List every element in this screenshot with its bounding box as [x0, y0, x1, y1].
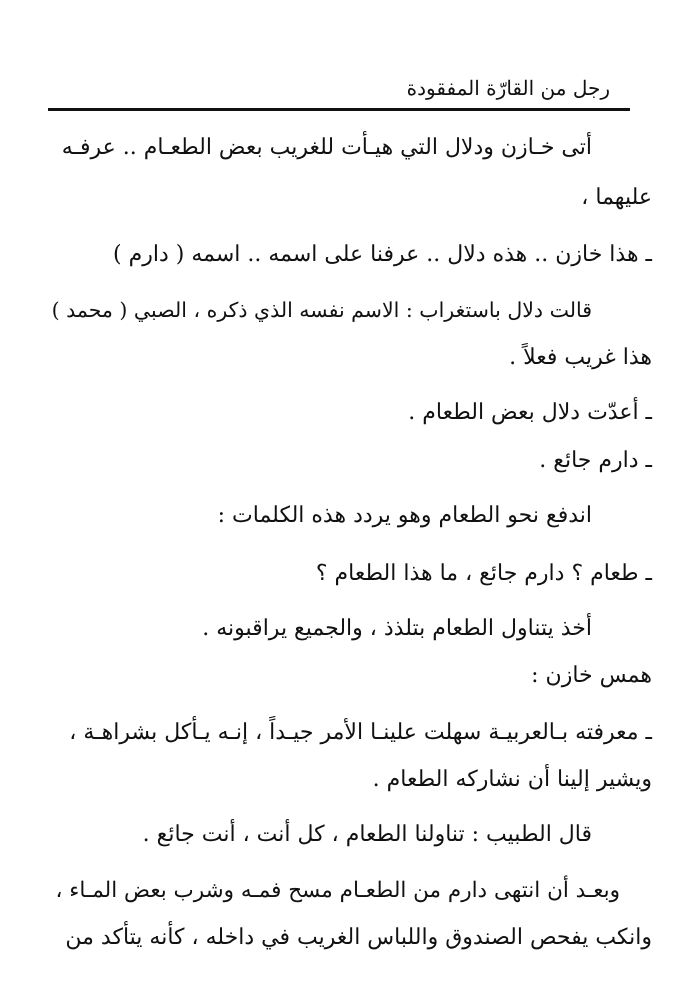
dialogue-line: ـ أعدّت دلال بعض الطعام .	[408, 400, 652, 425]
text-line: أخذ يتناول الطعام بتلذذ ، والجميع يراقبونه .	[202, 616, 592, 641]
text-line: قال الطبيب : تناولنا الطعام ، كل أنت ، أنت جائع .	[142, 822, 592, 847]
text-line: عليهما ،	[581, 185, 652, 210]
text-line: وانكب يفحص الصندوق واللباس الغريب في داخله ، كأنه يتأكد من	[65, 925, 652, 950]
text-line: ويشير إلينا أن نشاركه الطعام .	[372, 767, 652, 792]
text-line: هذا غريب فعلاً .	[509, 345, 652, 370]
text-line: وبعـد أن انتهى دارم من الطعـام مسح فمـه وشرب بعض المـاء ،	[55, 878, 620, 903]
text-line: قالت دلال باستغراب : الاسم نفسه الذي ذكره ، الصبي ( محمد )	[51, 298, 592, 322]
dialogue-line: ـ معرفته بـالعربيـة سهلت علينـا الأمر جيـداً ، إنـه يـأكل بشراهـة ،	[69, 720, 652, 745]
running-title: رجل من القارّة المفقودة	[406, 76, 610, 100]
dialogue-line: ـ هذا خازن .. هذه دلال .. عرفنا على اسمه .. اسمه ( دارم )	[113, 242, 652, 267]
header-rule	[48, 108, 630, 111]
text-line: اندفع نحو الطعام وهو يردد هذه الكلمات :	[217, 503, 592, 528]
dialogue-line: ـ دارم جائع .	[539, 448, 652, 473]
text-line: همس خازن :	[531, 663, 652, 688]
text-line: أتى خـازن ودلال التي هيـأت للغريب بعض الطعـام .. عرفـه	[61, 135, 592, 160]
dialogue-line: ـ طعام ؟ دارم جائع ، ما هذا الطعام ؟	[315, 561, 652, 586]
